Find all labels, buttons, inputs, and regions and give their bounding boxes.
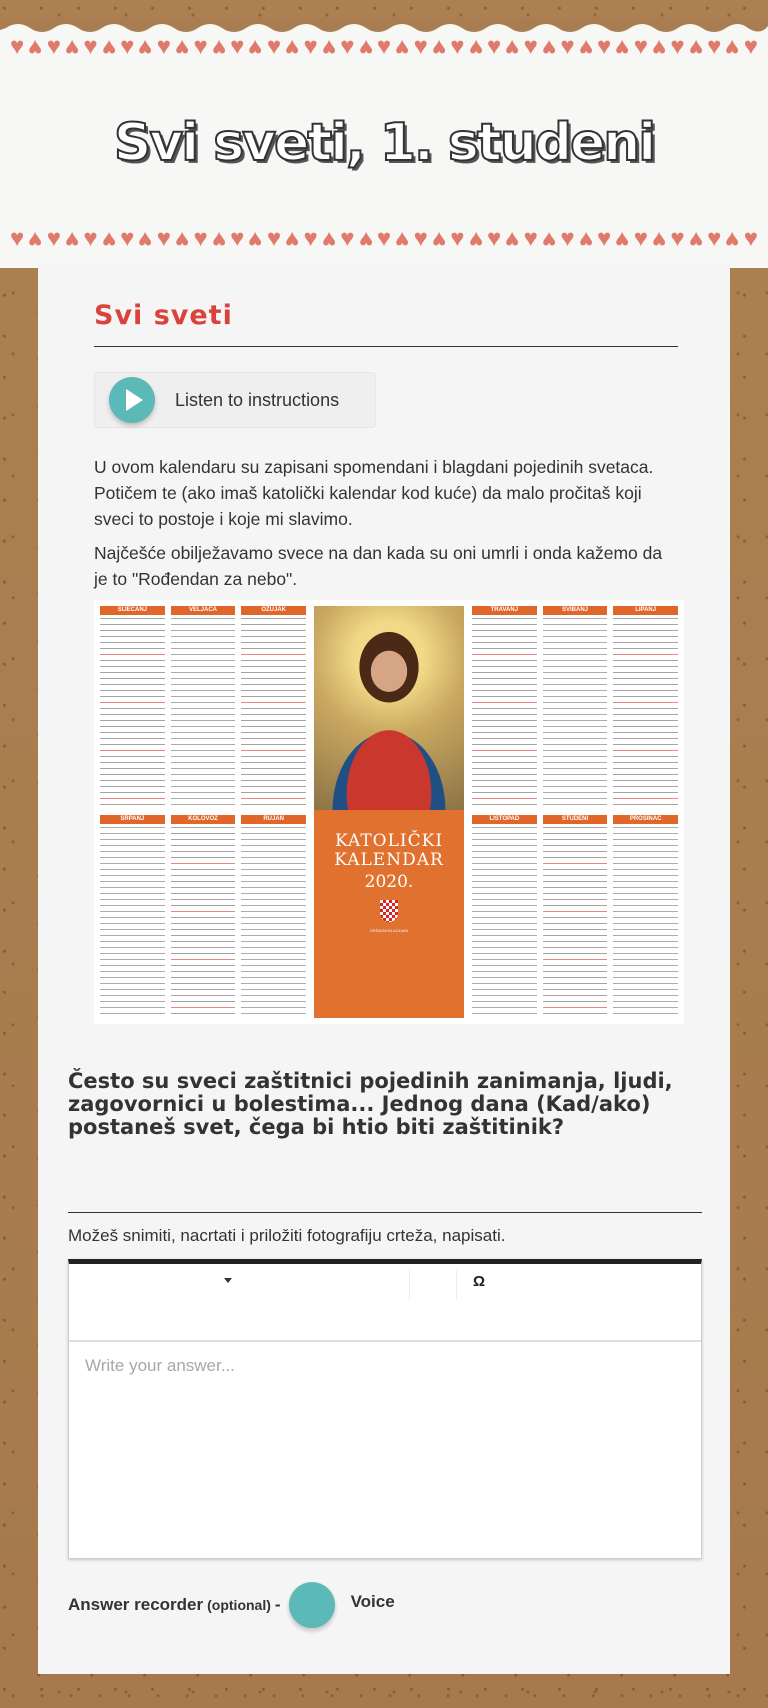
question-hint: Možeš snimiti, nacrtati i priložiti fotografiju crteža, napisati. [68, 1226, 506, 1245]
heart-icon: ♥ [285, 226, 300, 253]
month-header: LISTOPAD [472, 815, 537, 824]
heart-icon: ♥ [266, 33, 282, 60]
heart-icon: ♥ [486, 33, 502, 60]
listen-instructions-label: Listen to instructions [175, 389, 340, 410]
recorder-dash: - [274, 1595, 281, 1614]
month-entries [472, 618, 537, 809]
heart-icon: ♥ [431, 226, 447, 253]
heart-icon: ♥ [193, 225, 208, 252]
heart-icon: ♥ [542, 226, 557, 253]
month-header: SIJEČANJ [100, 606, 165, 615]
month-entries [543, 827, 608, 1018]
heart-icon: ♥ [10, 33, 25, 60]
heart-icon: ♥ [101, 34, 117, 61]
format-dropdown[interactable] [69, 1264, 409, 1300]
calendar-month [171, 815, 236, 1018]
calendar-cover-panel [314, 810, 464, 1018]
heart-icon: ♥ [505, 34, 520, 61]
calendar-month [171, 606, 236, 809]
heart-icon: ♥ [688, 226, 704, 253]
heart-icon: ♥ [523, 33, 538, 60]
month-entries [171, 827, 236, 1018]
toolbar-separator [456, 1270, 457, 1300]
heart-icon: ♥ [65, 226, 80, 253]
month-entries [241, 827, 306, 1018]
heart-icon: ♥ [101, 226, 117, 253]
heart-icon: ♥ [175, 34, 190, 61]
heart-icon: ♥ [743, 225, 759, 252]
answer-recorder [68, 1582, 395, 1628]
heart-icon: ♥ [303, 33, 318, 60]
cover-year: 2020. [364, 872, 414, 892]
calendar-month [613, 815, 678, 1018]
heart-icon: ♥ [175, 226, 190, 253]
month-header: PROSINAC [613, 815, 678, 824]
month-entries [241, 618, 306, 809]
heart-icon: ♥ [395, 226, 410, 253]
calendar-month [241, 606, 306, 809]
heart-icon: ♥ [725, 34, 740, 61]
heart-icon: ♥ [28, 226, 43, 253]
cover-title-line1: KATOLIČKI [334, 831, 444, 851]
heart-icon: ♥ [615, 34, 630, 61]
heart-icon: ♥ [578, 226, 593, 253]
caret-down-icon [224, 1278, 232, 1283]
croatian-coat-of-arms-icon [380, 900, 398, 922]
instructions-paragraph-1: U ovom kalendaru su zapisani spomendani i blagdani pojedinih svetaca. Potičem te (ako imaš katolički kalendar kod kuće) da malo pročitaš koji sveci to postoje i koje mi slavimo. [94, 457, 654, 529]
month-entries [543, 618, 608, 809]
heart-icon: ♥ [358, 34, 373, 61]
heart-icon: ♥ [468, 226, 483, 253]
month-header: TRAVANJ [472, 606, 537, 615]
answer-editor [68, 1259, 702, 1559]
editor-toolbar [69, 1264, 701, 1342]
play-icon[interactable] [109, 377, 155, 423]
heart-icon: ♥ [138, 34, 153, 61]
heart-icon: ♥ [743, 33, 759, 60]
special-character-button[interactable]: Ω [473, 1273, 486, 1290]
heart-icon: ♥ [285, 34, 300, 61]
heart-icon: ♥ [505, 226, 520, 253]
heart-icon: ♥ [450, 33, 465, 60]
heart-icon: ♥ [65, 34, 80, 61]
calendar-month [100, 606, 165, 809]
header-banner [0, 18, 768, 268]
heart-icon: ♥ [321, 226, 337, 253]
heart-icon: ♥ [633, 225, 648, 252]
heart-icon: ♥ [468, 34, 483, 61]
month-header: SRPANJ [100, 815, 165, 824]
heart-icon: ♥ [486, 225, 502, 252]
answer-input[interactable] [69, 1342, 701, 1556]
month-header: SVIBANJ [543, 606, 608, 615]
hearts-border-top [8, 33, 760, 61]
heart-icon: ♥ [688, 34, 704, 61]
heart-icon: ♥ [266, 225, 282, 252]
month-header: KOLOVOZ [171, 815, 236, 824]
heart-icon: ♥ [652, 226, 667, 253]
heart-icon: ♥ [138, 226, 153, 253]
heart-icon: ♥ [395, 34, 410, 61]
heart-icon: ♥ [615, 226, 630, 253]
heart-icon: ♥ [211, 34, 227, 61]
heart-icon: ♥ [230, 33, 245, 60]
toolbar-button[interactable] [410, 1264, 456, 1300]
calendar-months-left [100, 606, 306, 1018]
recorder-optional: (optional) [207, 1597, 271, 1613]
month-entries [472, 827, 537, 1018]
month-header: OŽUJAK [241, 606, 306, 615]
record-voice-button[interactable] [289, 1582, 335, 1628]
question-title: Često su sveci zaštitnici pojedinih zanimanja, ljudi, zagovornici u bolestima... Jednog dana (Kad/ako) postaneš svet, čega bi htio biti zaštitinik? [68, 1069, 673, 1139]
listen-instructions-button[interactable] [94, 372, 376, 428]
sacred-heart-picture [314, 606, 464, 810]
calendar-month [472, 606, 537, 809]
catholic-calendar-image [94, 600, 684, 1024]
heart-icon: ♥ [156, 33, 172, 60]
heart-icon: ♥ [248, 34, 263, 61]
worksheet-card [38, 264, 730, 1674]
heart-icon: ♥ [450, 225, 465, 252]
heart-icon: ♥ [303, 225, 318, 252]
heart-icon: ♥ [670, 33, 685, 60]
heart-icon: ♥ [670, 225, 685, 252]
calendar-months-right [472, 606, 678, 1018]
calendar-month [100, 815, 165, 1018]
divider [68, 1212, 702, 1213]
heart-icon: ♥ [46, 225, 61, 252]
heart-icon: ♥ [358, 226, 373, 253]
heart-icon: ♥ [120, 225, 135, 252]
heart-icon: ♥ [83, 33, 98, 60]
heart-icon: ♥ [120, 33, 135, 60]
heart-icon: ♥ [707, 33, 722, 60]
page-title: Svi sveti, 1. studeni [113, 113, 655, 173]
heart-icon: ♥ [376, 33, 392, 60]
heart-icon: ♥ [431, 34, 447, 61]
heart-icon: ♥ [46, 33, 61, 60]
heart-icon: ♥ [156, 225, 172, 252]
heart-icon: ♥ [413, 225, 428, 252]
month-entries [171, 618, 236, 809]
recorder-label: Answer recorder [68, 1595, 204, 1614]
heart-icon: ♥ [597, 33, 612, 60]
instructions-paragraph-2: Najčešće obilježavamo svece na dan kada su oni umrli i onda kažemo da je to "Rođendan za nebo". [94, 543, 663, 589]
month-entries [100, 827, 165, 1018]
heart-icon: ♥ [28, 34, 43, 61]
month-header: VELJAČA [171, 606, 236, 615]
calendar-month [472, 815, 537, 1018]
heart-icon: ♥ [376, 225, 392, 252]
heart-icon: ♥ [321, 34, 337, 61]
divider [94, 346, 678, 347]
heart-icon: ♥ [652, 34, 667, 61]
calendar-month [543, 606, 608, 809]
heart-icon: ♥ [340, 225, 355, 252]
calendar-month [613, 606, 678, 809]
heart-icon: ♥ [560, 33, 575, 60]
heart-icon: ♥ [523, 225, 538, 252]
calendar-month [543, 815, 608, 1018]
heart-icon: ♥ [707, 225, 722, 252]
heart-icon: ♥ [560, 225, 575, 252]
section-title: Svi sveti [94, 300, 233, 331]
month-header: LIPANJ [613, 606, 678, 615]
hearts-border-bottom [8, 225, 760, 253]
month-entries [613, 827, 678, 1018]
heart-icon: ♥ [83, 225, 98, 252]
month-entries [613, 618, 678, 809]
heart-icon: ♥ [542, 34, 557, 61]
heart-icon: ♥ [413, 33, 428, 60]
voice-label: Voice [350, 1592, 395, 1611]
month-header: STUDENI [543, 815, 608, 824]
heart-icon: ♥ [248, 226, 263, 253]
calendar-month [241, 815, 306, 1018]
heart-icon: ♥ [230, 225, 245, 252]
heart-icon: ♥ [725, 226, 740, 253]
month-header: RUJAN [241, 815, 306, 824]
month-entries [100, 618, 165, 809]
cover-title-line2: KALENDAR [334, 850, 444, 870]
holidays-heading: DRŽAVNI BLAGDANI [369, 928, 409, 933]
heart-icon: ♥ [340, 33, 355, 60]
heart-icon: ♥ [578, 34, 593, 61]
heart-icon: ♥ [597, 225, 612, 252]
calendar-cover [314, 606, 464, 1018]
heart-icon: ♥ [211, 226, 227, 253]
heart-icon: ♥ [193, 33, 208, 60]
heart-icon: ♥ [633, 33, 648, 60]
heart-icon: ♥ [10, 225, 25, 252]
